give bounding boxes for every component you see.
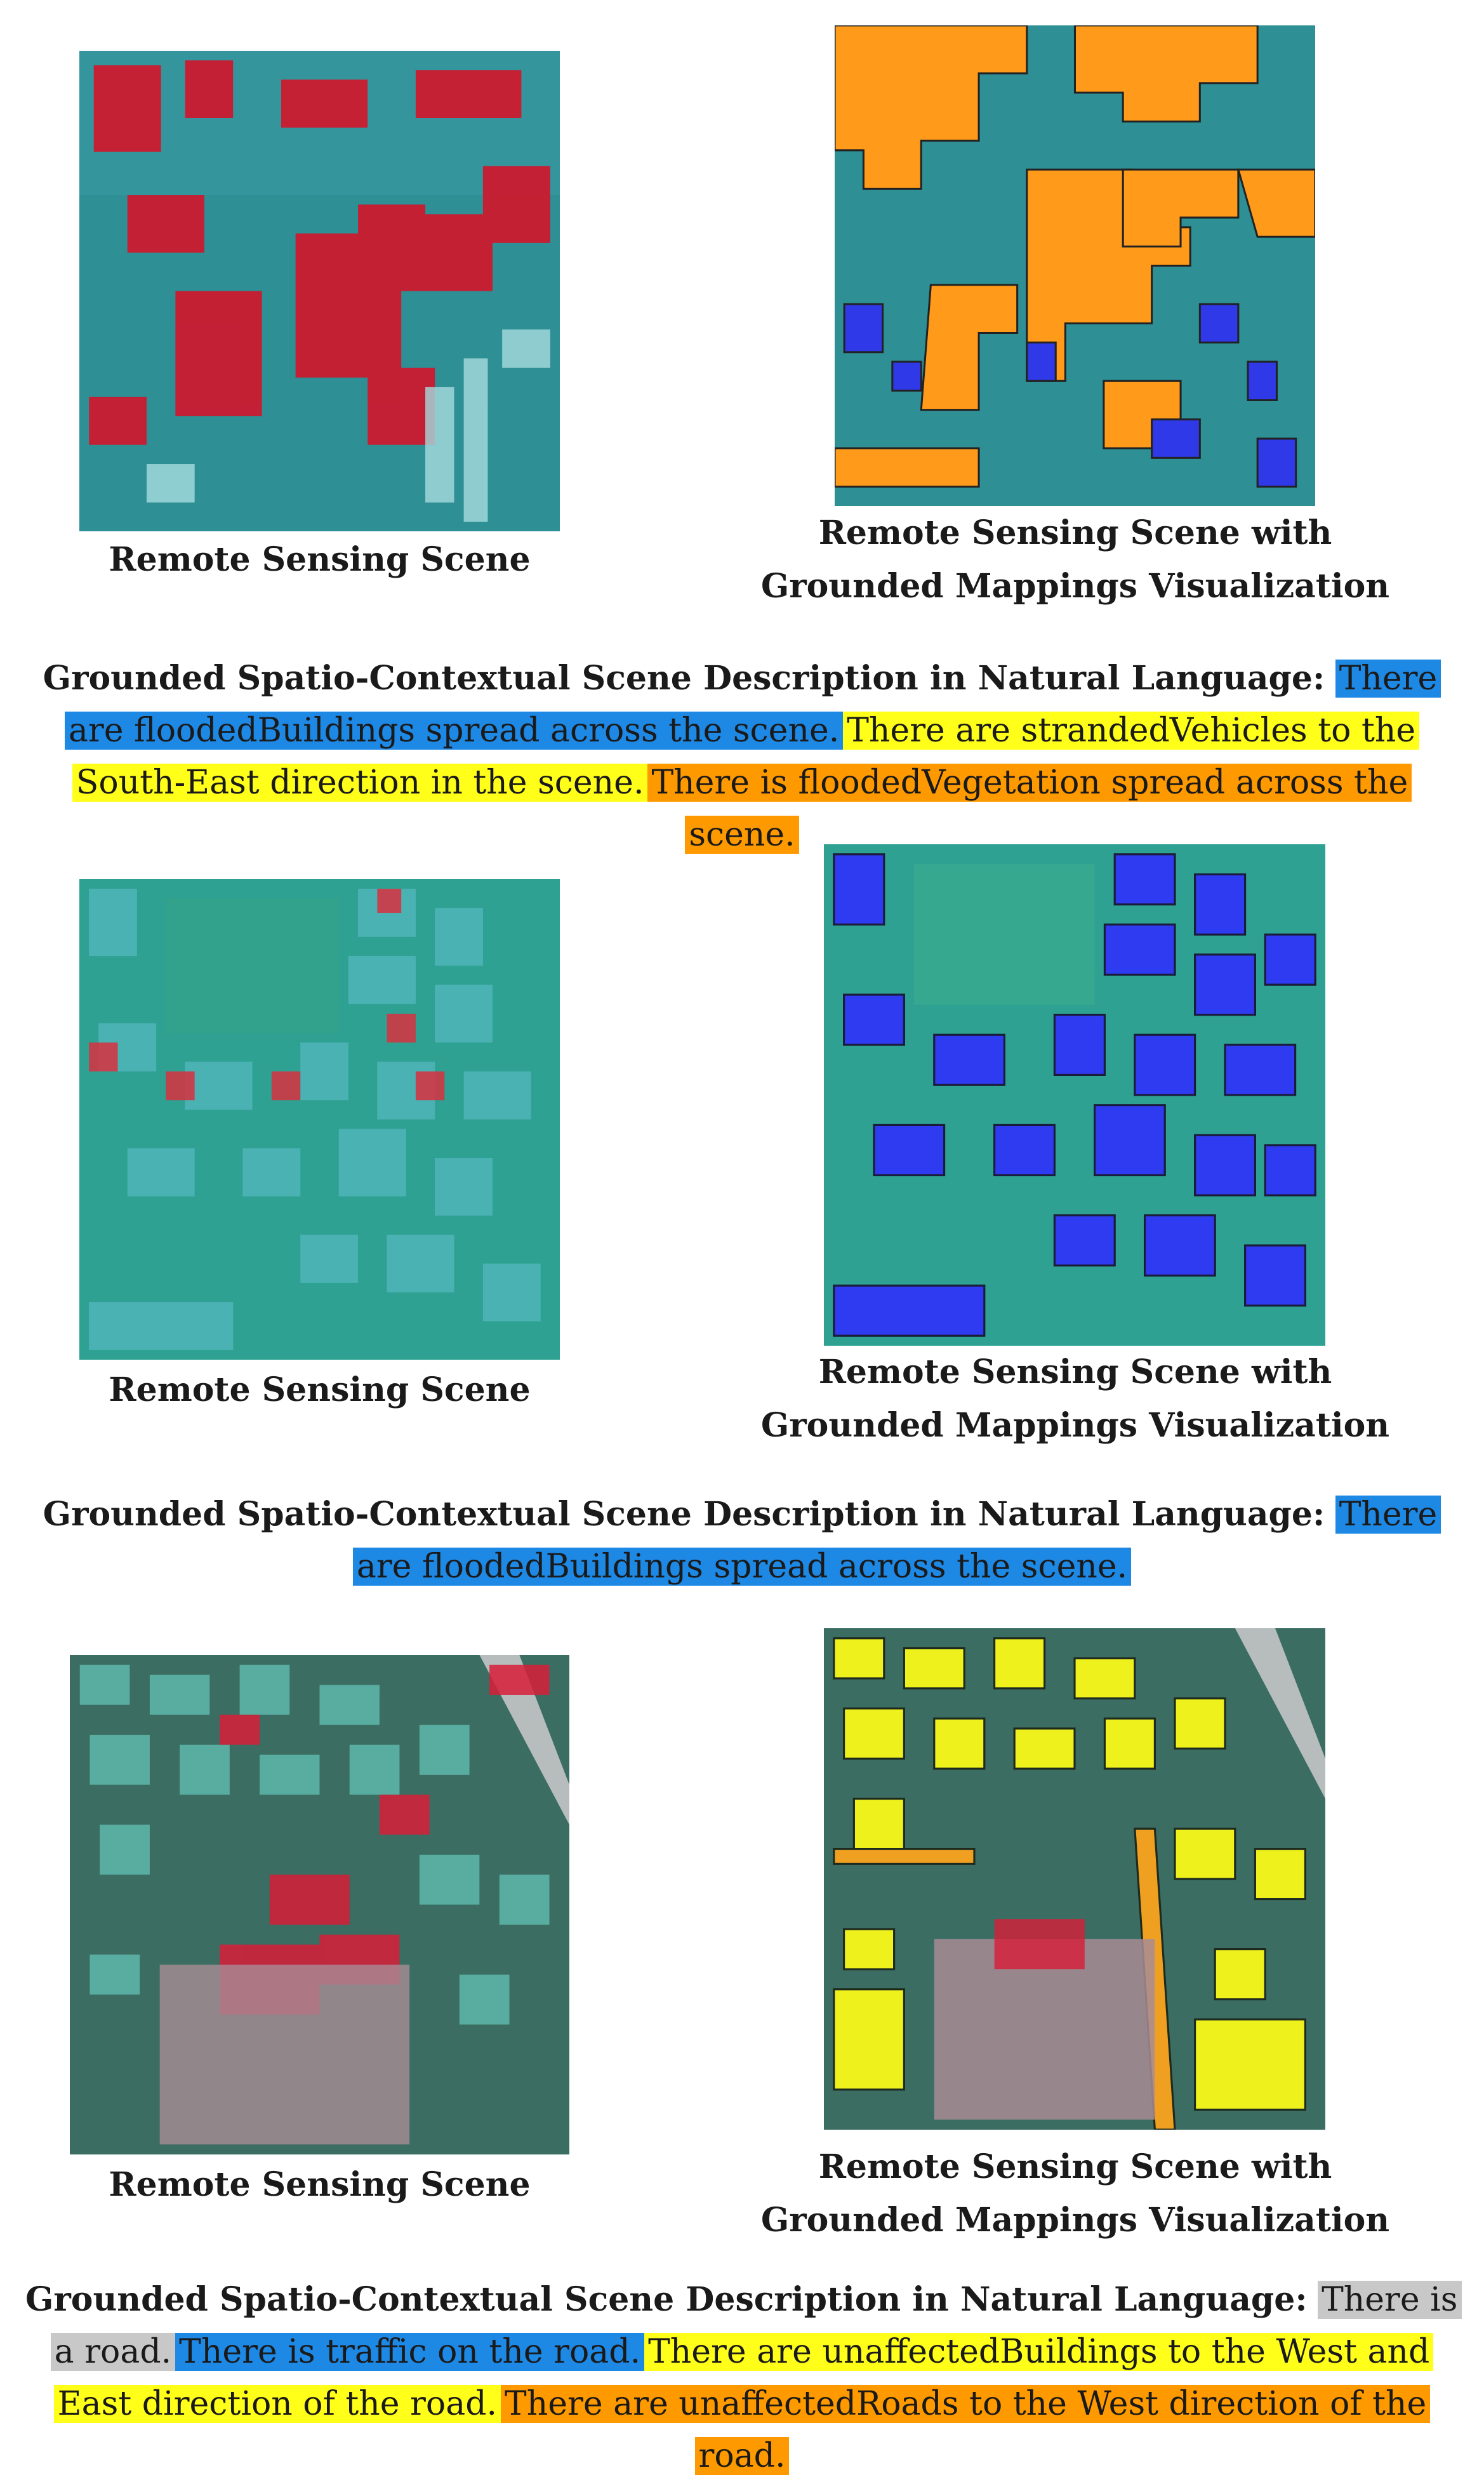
right-caption-2: Remote Sensing Scene with Grounded Mappings Visualization	[760, 1353, 1390, 1445]
right-caption-3: Remote Sensing Scene with Grounded Mappings Visualization	[760, 2147, 1390, 2240]
description-lead: Grounded Spatio-Contextual Scene Description in Natural Language:	[43, 659, 1325, 698]
highlight-segment: There are floodedBuildings spread across the scene.	[353, 1496, 1441, 1586]
description-lead: Grounded Spatio-Contextual Scene Description in Natural Language:	[25, 2280, 1308, 2319]
highlight-segment: There are strandedVehicles to the South-East direction in the scene.	[72, 712, 1419, 802]
highlight-segment: There are unaffectedRoads to the West direction of the road.	[501, 2385, 1430, 2475]
remote-sensing-image-3	[70, 1655, 569, 2154]
scene-description-3	[25, 2274, 1459, 2482]
scene-description-2	[25, 1489, 1459, 1593]
grounded-mapping-image-2	[824, 844, 1325, 1346]
remote-sensing-image-1	[79, 51, 560, 531]
highlight-segment: There is floodedVegetation spread across the scene.	[647, 764, 1412, 854]
grounded-mapping-image-1	[835, 25, 1315, 506]
left-caption-3: Remote Sensing Scene	[109, 2165, 531, 2204]
highlight-segment: There is a road.	[51, 2281, 1462, 2371]
remote-sensing-image-2	[79, 879, 560, 1360]
description-lead: Grounded Spatio-Contextual Scene Description in Natural Language:	[43, 1495, 1325, 1534]
scene-description-1	[25, 653, 1459, 861]
highlight-segment: There is traffic on the road.	[175, 2333, 644, 2371]
highlight-segment: There are floodedBuildings spread across the scene.	[65, 660, 1441, 750]
left-caption-1: Remote Sensing Scene	[109, 540, 531, 579]
highlight-segment: There are unaffectedBuildings to the West and East direction of the road.	[54, 2333, 1434, 2423]
right-caption-1: Remote Sensing Scene with Grounded Mappings Visualization	[760, 514, 1390, 606]
grounded-mapping-image-3	[824, 1628, 1325, 2130]
left-caption-2: Remote Sensing Scene	[109, 1370, 531, 1409]
